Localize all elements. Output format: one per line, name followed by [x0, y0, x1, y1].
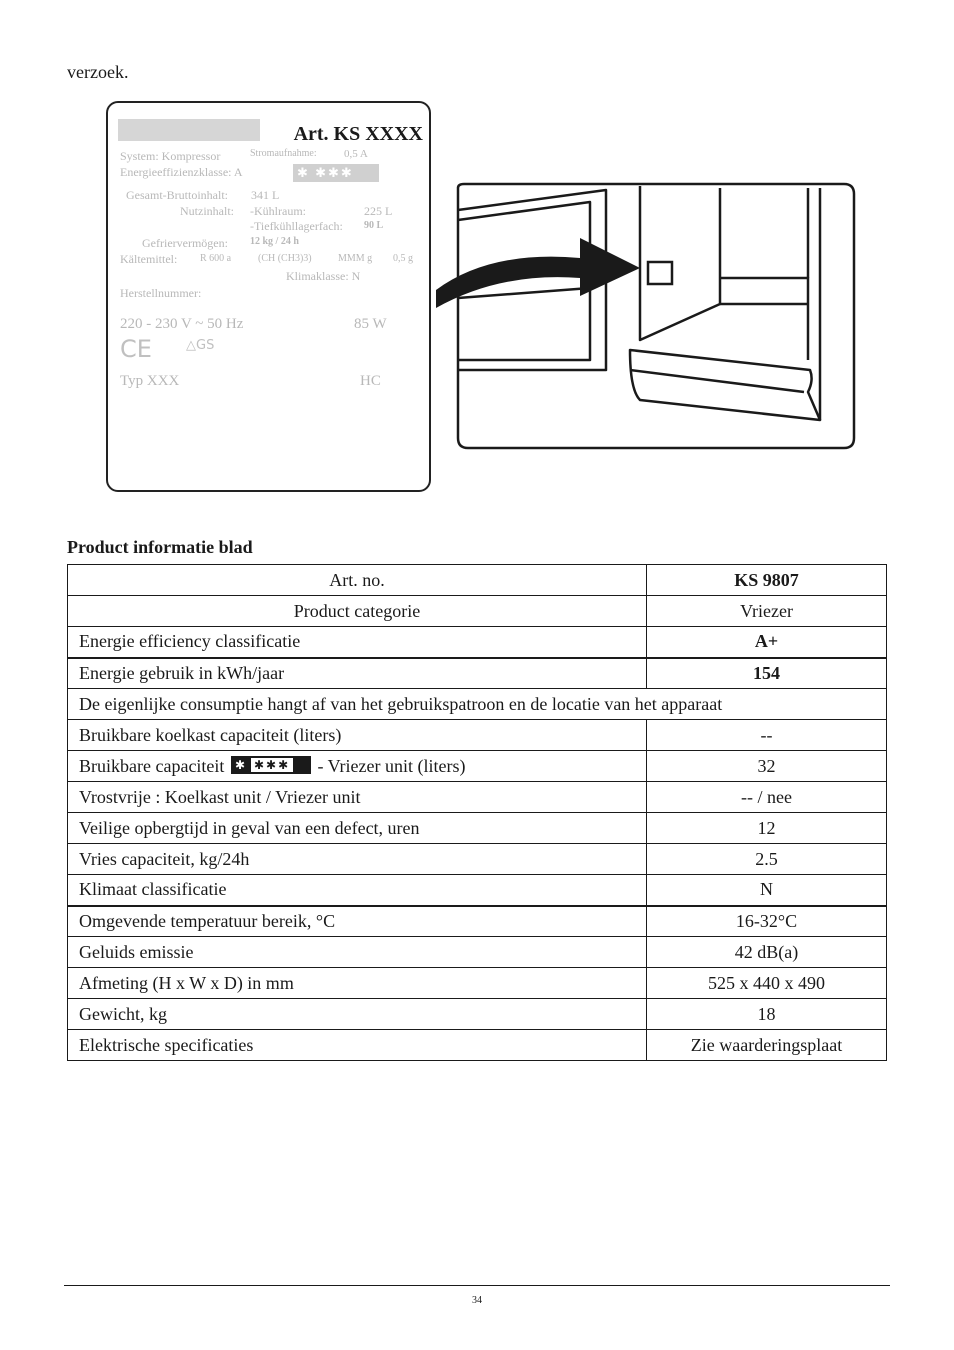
plate-refrigerant-value: R 600 a [200, 253, 232, 264]
row-label: Veilige opbergtijd in geval van een defect, uren [68, 813, 647, 844]
row-label: Art. no. [68, 565, 647, 596]
row-label-pre: Bruikbare capaciteit [79, 755, 225, 776]
row-value: 12 [647, 813, 887, 844]
row-value: 18 [647, 999, 887, 1030]
table-row [68, 968, 887, 999]
plate-power-label: Stromaufnahme: [250, 148, 317, 159]
table-row [68, 565, 887, 596]
three-stars-icon: ✱✱✱ [251, 758, 293, 772]
table-row [68, 689, 887, 720]
plate-energy-class: Energieeffizienzklasse: A [120, 165, 243, 179]
plate-gross-label: Gesamt-Bruttoinhalt: [126, 188, 228, 202]
plate-power-value: 0,5 A [344, 148, 368, 160]
row-label: Bruikbare koelkast capaciteit (liters) [68, 720, 647, 751]
row-label-post: - Vriezer unit (liters) [317, 755, 466, 776]
table-row [68, 813, 887, 844]
plate-mmm-value: 0,5 g [393, 253, 413, 264]
table-row [68, 875, 887, 906]
row-label: Geluids emissie [68, 937, 647, 968]
plate-freeze-value: 90 L [364, 220, 384, 231]
plate-watts: 85 W [354, 316, 387, 332]
table-row [68, 658, 887, 689]
row-label: Elektrische specificaties [68, 1030, 647, 1061]
row-value: Zie waarderingsplaat [647, 1030, 887, 1061]
plate-cool-value: 225 L [364, 204, 393, 218]
table-row [68, 844, 887, 875]
plate-type: Typ XXX [120, 373, 180, 389]
table-row [68, 596, 887, 627]
row-label: Klimaat classificatie [68, 875, 647, 906]
page-number: 34 [472, 1295, 482, 1306]
plate-gross-value: 341 L [251, 188, 280, 202]
row-value: -- [647, 720, 887, 751]
plate-hc: HC [360, 373, 381, 389]
plate-location-marker [648, 262, 672, 284]
plate-freezing-value: 12 kg / 24 h [250, 236, 299, 247]
row-label: Product categorie [68, 596, 647, 627]
plate-freeze-label: -Tiefkühllagerfach: [250, 219, 343, 233]
row-value: 2.5 [647, 844, 887, 875]
gs-mark-icon: △GS [186, 338, 215, 353]
row-value: -- / nee [647, 782, 887, 813]
footer-rule [64, 1285, 890, 1286]
row-value: 32 [647, 751, 887, 782]
fridge-illustration [430, 180, 856, 452]
product-info-table [67, 564, 887, 1061]
row-value: KS 9807 [647, 565, 887, 596]
row-label: Gewicht, kg [68, 999, 647, 1030]
plate-stars-icon: ✱ ✱✱✱ [293, 164, 379, 182]
plate-logo-placeholder [118, 119, 260, 141]
table-row [68, 751, 887, 782]
row-value: 525 x 440 x 490 [647, 968, 887, 999]
table-row [68, 782, 887, 813]
row-value: 154 [647, 658, 887, 689]
plate-serial: Herstellnummer: [120, 286, 202, 300]
table-row [68, 937, 887, 968]
row-label: Vries capaciteit, kg/24h [68, 844, 647, 875]
ce-mark-icon: CE [120, 335, 152, 363]
table-row [68, 906, 887, 937]
row-label: Vrostvrije : Koelkast unit / Vriezer unit [68, 782, 647, 813]
plate-climate: Klimaklasse: N [286, 269, 361, 283]
section-title: Product informatie blad [67, 537, 253, 557]
rating-plate [106, 101, 431, 492]
row-value: Vriezer [647, 596, 887, 627]
freezer-stars-icon [231, 756, 311, 774]
row-label: De eigenlijke consumptie hangt af van het gebruikspatroon en de locatie van het apparaat [68, 689, 887, 720]
plate-refrigerant-label: Kältemittel: [120, 252, 178, 266]
row-label: Afmeting (H x W x D) in mm [68, 968, 647, 999]
plate-system: System: Kompressor [120, 149, 221, 163]
table-row [68, 720, 887, 751]
intro-text: verzoek. [67, 62, 129, 82]
row-value: 42 dB(a) [647, 937, 887, 968]
plate-voltage: 220 - 230 V ~ 50 Hz [120, 316, 244, 332]
table-row [68, 627, 887, 658]
row-label [68, 751, 647, 782]
row-label: Energie efficiency classificatie [68, 627, 647, 658]
row-value: A+ [647, 627, 887, 658]
plate-refrigerant-formula: (CH (CH3)3) [258, 253, 312, 264]
table-row [68, 999, 887, 1030]
row-label: Omgevende temperatuur bereik, °C [68, 906, 647, 937]
plate-article: Art. KS XXXX [293, 123, 423, 145]
table-row [68, 1030, 887, 1061]
plate-mmm: MMM g [338, 253, 373, 264]
star-icon: ✱ [234, 758, 247, 773]
row-label: Energie gebruik in kWh/jaar [68, 658, 647, 689]
row-value: 16-32°C [647, 906, 887, 937]
plate-cool-label: -Kühlraum: [250, 204, 306, 218]
plate-net-label: Nutzinhalt: [180, 204, 234, 218]
row-value: N [647, 875, 887, 906]
plate-freezing-label: Gefriervermögen: [142, 236, 228, 250]
